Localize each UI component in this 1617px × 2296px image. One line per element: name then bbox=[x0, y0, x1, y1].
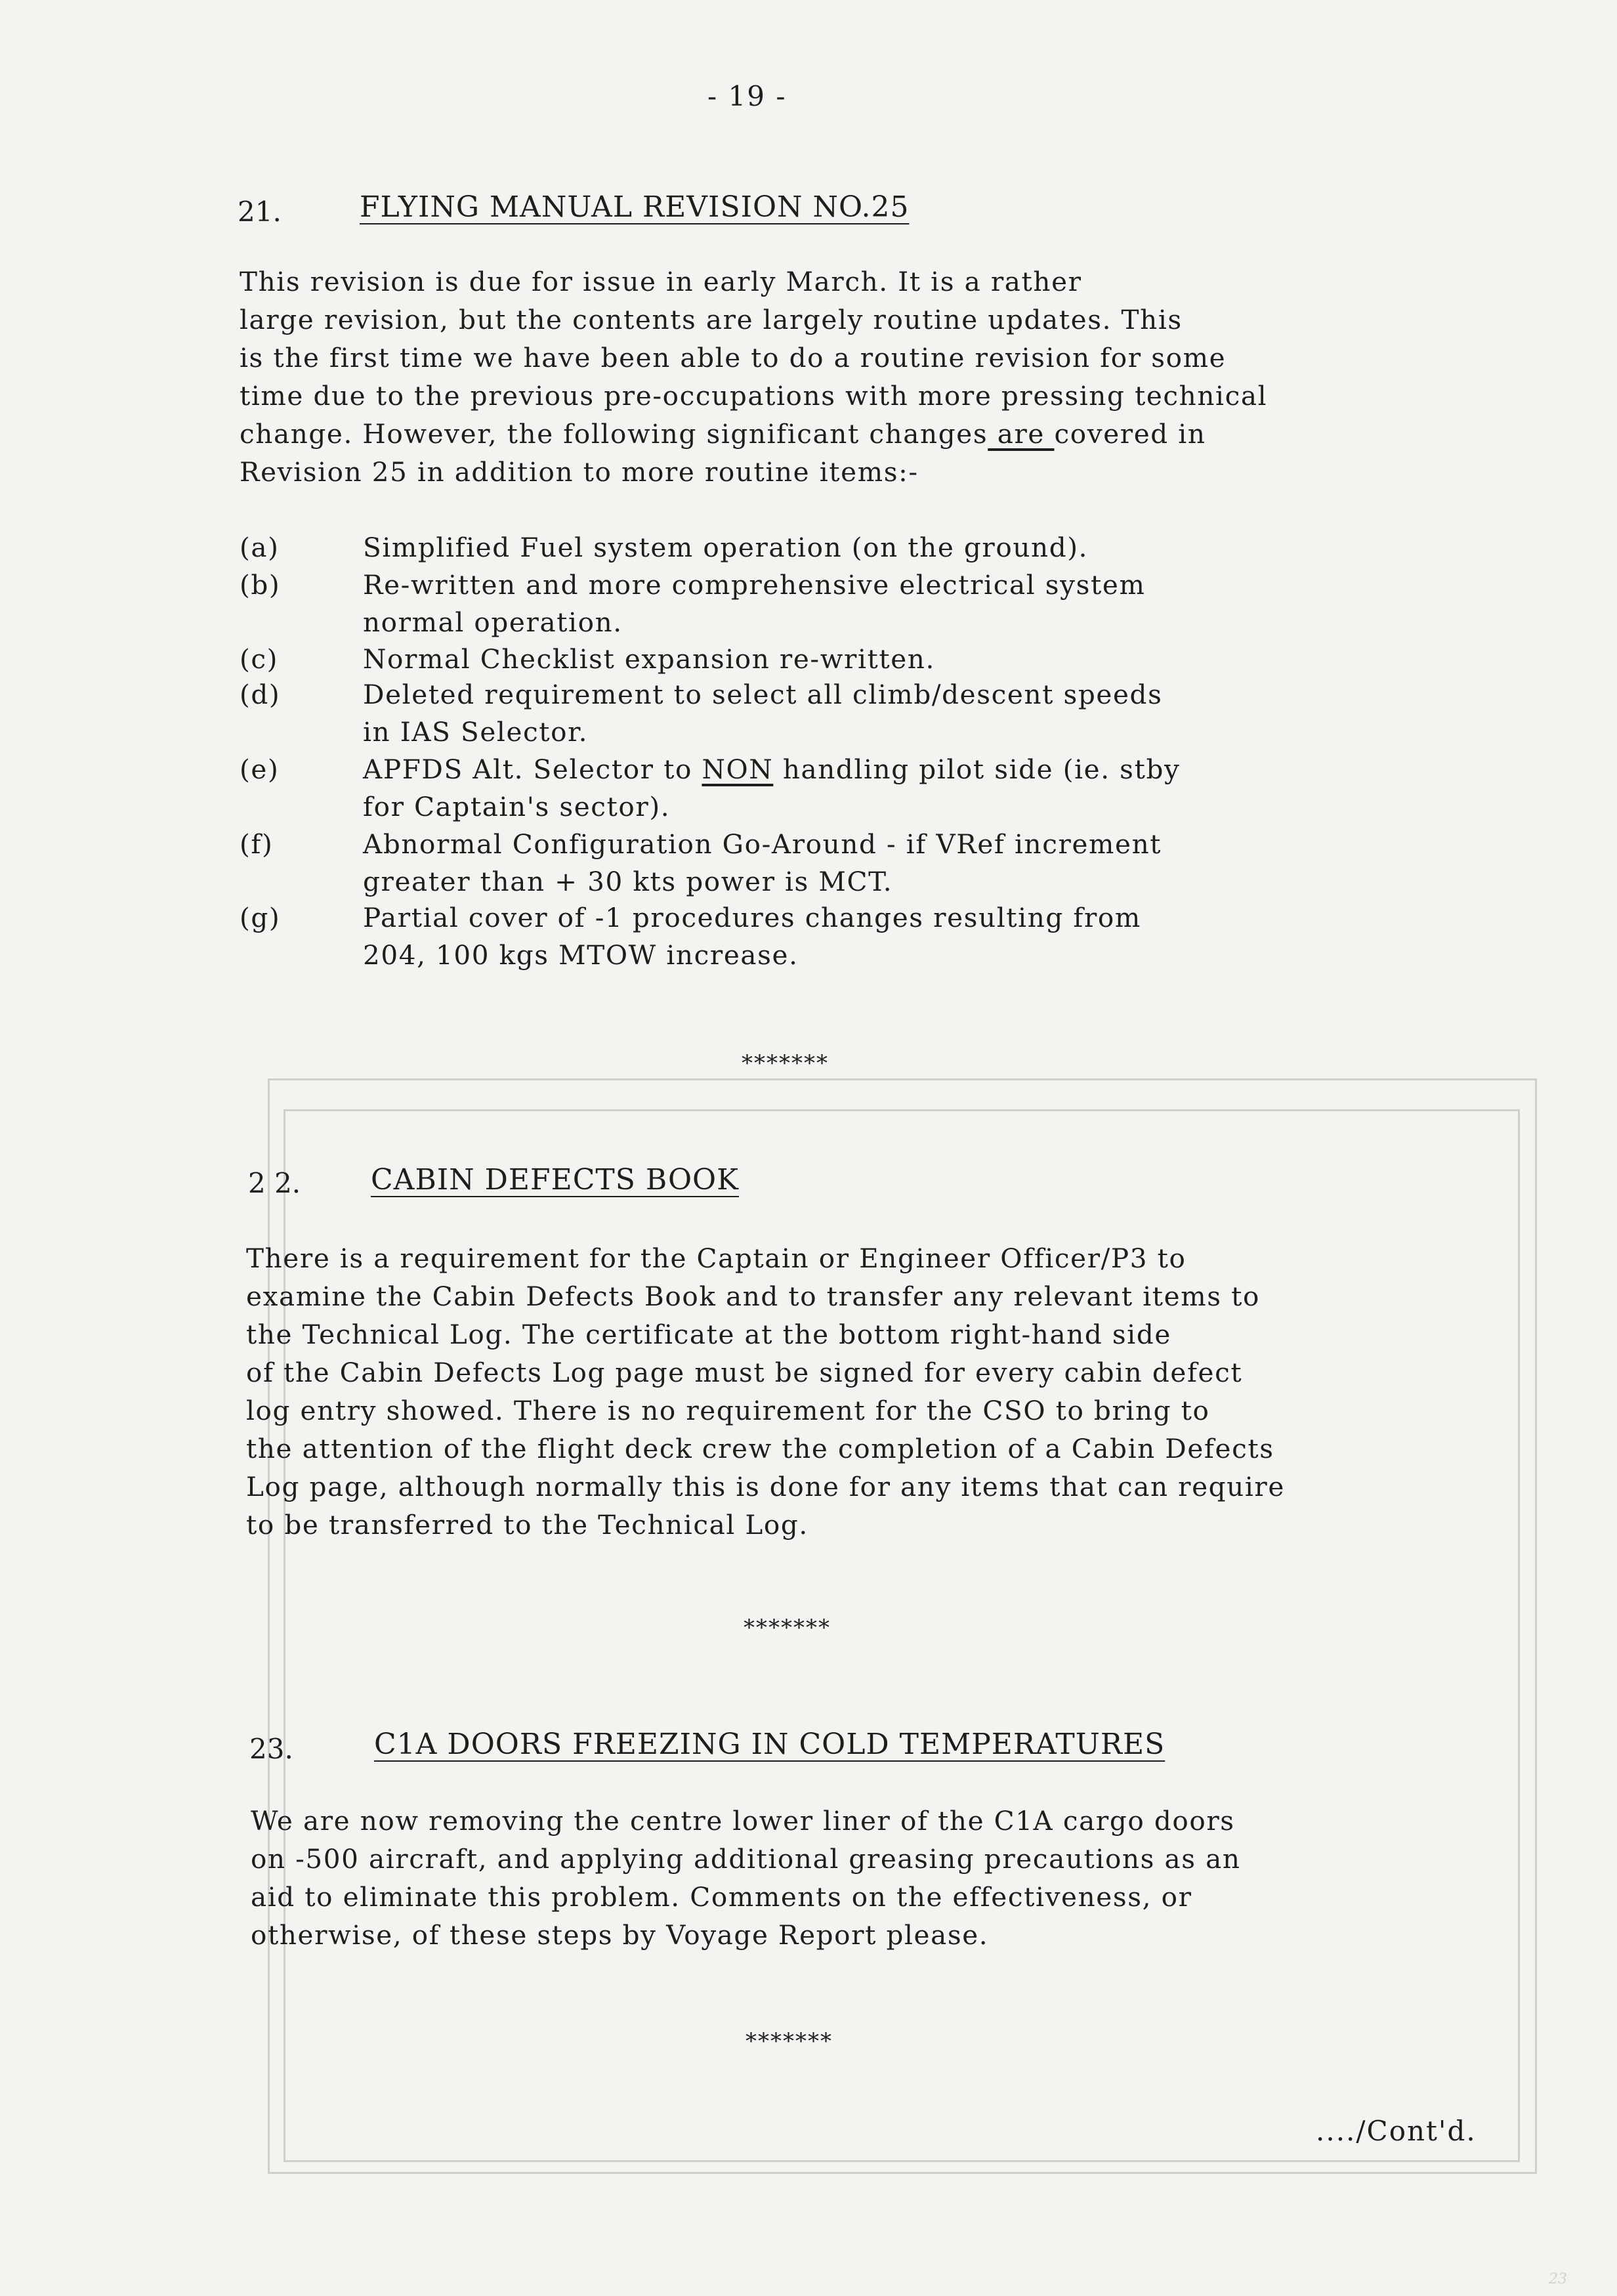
section-21-number: 21. bbox=[238, 196, 282, 228]
item-text bbox=[363, 826, 1162, 901]
item-text bbox=[363, 529, 1088, 566]
body-line: examine the Cabin Defects Book and to transfer any relevant items to bbox=[246, 1281, 1260, 1312]
item-line: for Captain's sector). bbox=[363, 791, 671, 822]
intro-line: time due to the previous pre-occupations with more pressing technical bbox=[240, 380, 1268, 412]
separator-stars: ******* bbox=[746, 2028, 833, 2054]
item-text bbox=[363, 751, 1180, 826]
item-label: (f) bbox=[240, 828, 274, 860]
underlined-word: are bbox=[988, 418, 1055, 450]
item-label: (g) bbox=[240, 902, 281, 933]
section-22-title: CABIN DEFECTS BOOK bbox=[371, 1163, 739, 1197]
item-label: (d) bbox=[240, 679, 281, 710]
body-line: We are now removing the centre lower liner of the C1A cargo doors bbox=[251, 1805, 1235, 1837]
page-number: - 19 - bbox=[707, 80, 787, 112]
item-line: normal operation. bbox=[363, 606, 623, 638]
body-line: on -500 aircraft, and applying additional greasing precautions as an bbox=[251, 1843, 1241, 1875]
section-22-body bbox=[246, 1239, 1285, 1544]
item-line: in IAS Selector. bbox=[363, 716, 589, 748]
item-line: Partial cover of -1 procedures changes resulting from bbox=[363, 902, 1141, 933]
corner-page-mark: 23 bbox=[1549, 2271, 1567, 2287]
item-text bbox=[363, 899, 1141, 974]
item-line: greater than + 30 kts power is MCT. bbox=[363, 866, 893, 897]
intro-line: change. However, the following significant changes are covered in bbox=[240, 418, 1206, 450]
item-line: Deleted requirement to select all climb/descent speeds bbox=[363, 679, 1163, 710]
body-line: the attention of the flight deck crew the completion of a Cabin Defects bbox=[246, 1433, 1274, 1464]
separator-stars: ******* bbox=[744, 1615, 831, 1641]
item-label: (c) bbox=[240, 643, 279, 675]
item-text bbox=[363, 676, 1162, 751]
intro-line: large revision, but the contents are largely routine updates. This bbox=[240, 304, 1183, 335]
item-line: Normal Checklist expansion re-written. bbox=[363, 643, 935, 675]
item-line: Abnormal Configuration Go-Around - if VRef increment bbox=[363, 828, 1162, 860]
item-label: (e) bbox=[240, 754, 280, 785]
intro-line: This revision is due for issue in early March. It is a rather bbox=[240, 266, 1082, 297]
section-21-intro bbox=[240, 263, 1267, 491]
item-line: Simplified Fuel system operation (on the ground). bbox=[363, 532, 1089, 563]
item-label: (b) bbox=[240, 569, 281, 601]
section-21-title: FLYING MANUAL REVISION NO.25 bbox=[360, 190, 910, 224]
continued-marker: ..../Cont'd. bbox=[1316, 2115, 1477, 2147]
body-line: Log page, although normally this is done for any items that can require bbox=[246, 1471, 1285, 1502]
body-line: There is a requirement for the Captain or Engineer Officer/P3 to bbox=[246, 1243, 1186, 1274]
body-line: the Technical Log. The certificate at the bottom right-hand side bbox=[246, 1319, 1171, 1350]
body-line: to be transferred to the Technical Log. bbox=[246, 1509, 808, 1541]
item-text bbox=[363, 566, 1145, 641]
item-label: (a) bbox=[240, 532, 280, 563]
body-line: otherwise, of these steps by Voyage Report please. bbox=[251, 1919, 989, 1951]
item-line: APFDS Alt. Selector to NON handling pilot side (ie. stby bbox=[363, 754, 1181, 785]
item-line: Re-written and more comprehensive electrical system bbox=[363, 569, 1146, 601]
body-line: log entry showed. There is no requirement for the CSO to bring to bbox=[246, 1395, 1210, 1426]
item-text bbox=[363, 641, 935, 678]
body-line: of the Cabin Defects Log page must be signed for every cabin defect bbox=[246, 1357, 1243, 1388]
section-23-number: 23. bbox=[249, 1733, 293, 1765]
section-22-number: 2 2. bbox=[248, 1167, 301, 1199]
body-line: aid to eliminate this problem. Comments on the effectiveness, or bbox=[251, 1881, 1192, 1913]
section-23-title: C1A DOORS FREEZING IN COLD TEMPERATURES bbox=[374, 1728, 1166, 1761]
intro-line: Revision 25 in addition to more routine items:- bbox=[240, 456, 919, 488]
underlined-word: NON bbox=[702, 754, 774, 785]
separator-stars: ******* bbox=[742, 1050, 829, 1076]
section-23-body bbox=[251, 1802, 1241, 1954]
intro-line: is the first time we have been able to do a routine revision for some bbox=[240, 342, 1227, 373]
item-line: 204, 100 kgs MTOW increase. bbox=[363, 939, 799, 971]
